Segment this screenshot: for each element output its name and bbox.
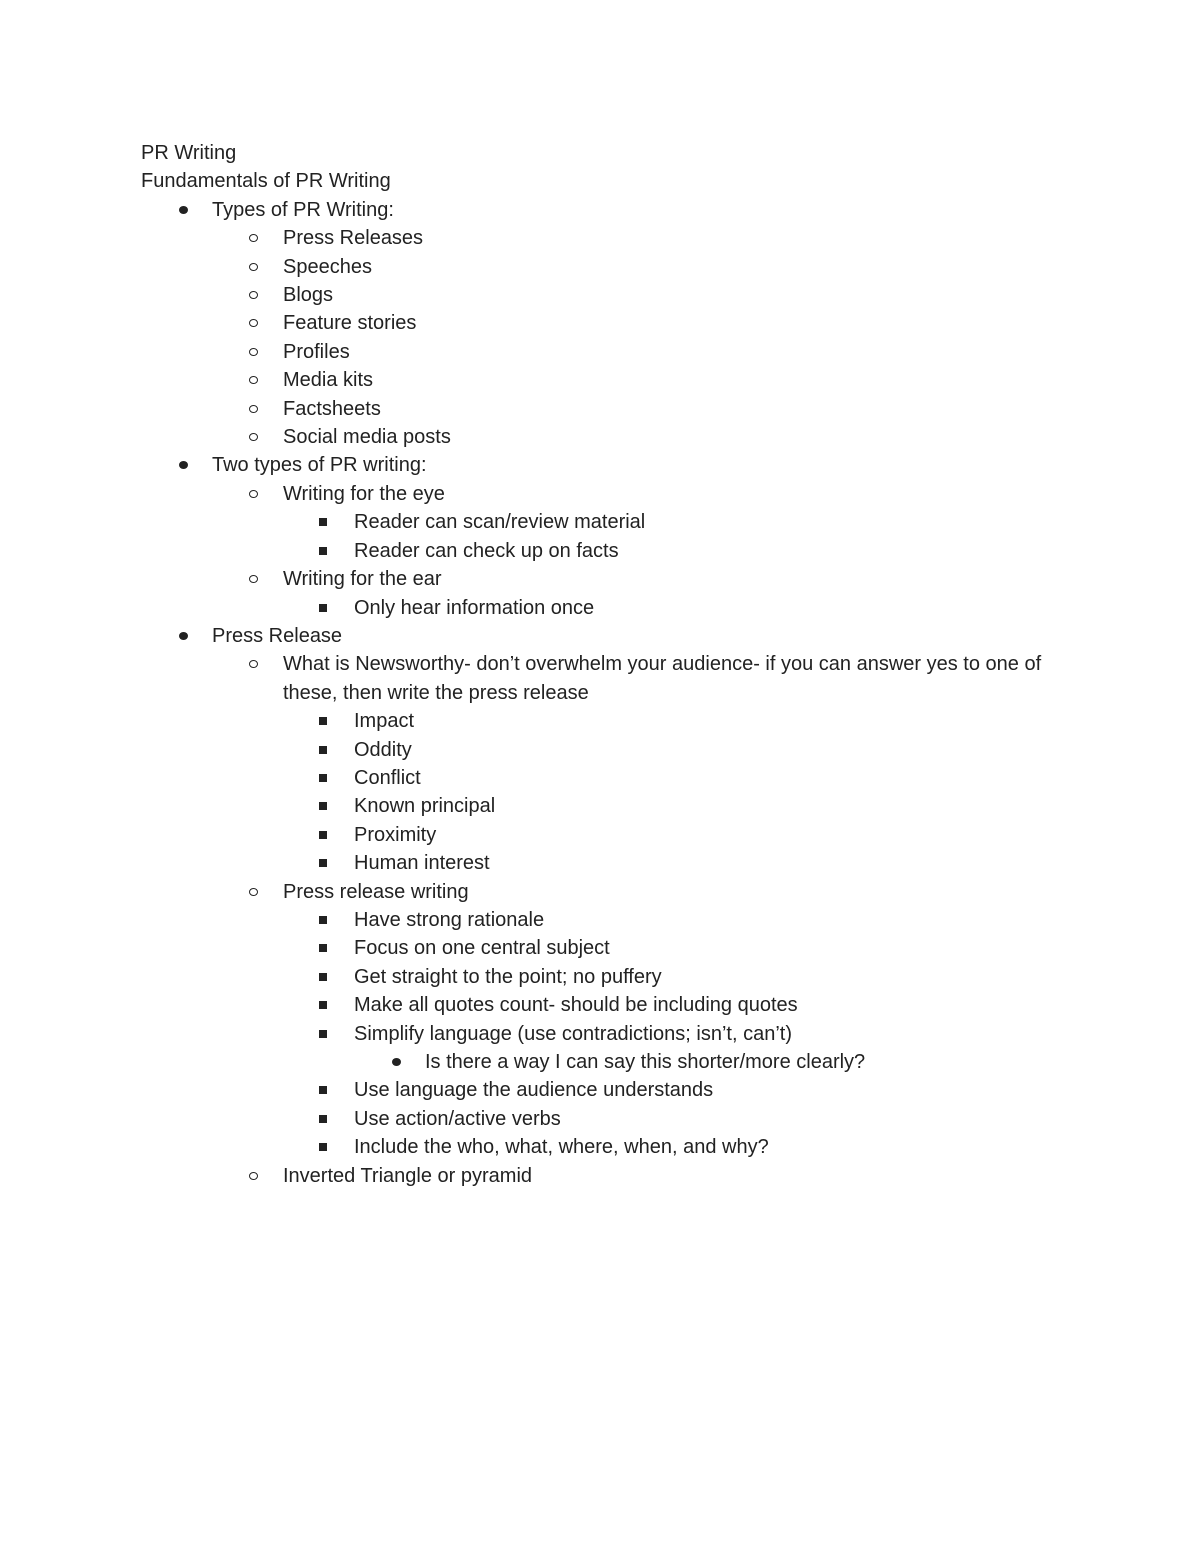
bullet-circle-icon (249, 263, 258, 271)
bullet-circle-icon (249, 1172, 258, 1180)
bullet-circle-icon (249, 575, 258, 583)
list-item: Use action/active verbs (354, 1105, 1061, 1133)
list-item: Reader can scan/review material (354, 508, 1061, 536)
bullet-circle-icon (249, 376, 258, 384)
sub-list (283, 508, 1061, 565)
list-item: Press Release What is Newsworthy- don’t overwhelm your audience- if you can answer yes to one of these, then write the press release Impact Oddity Conflict Known principal Proximity Human interest Press release writing Have strong rationale Focus on one central subject Get straight to the point; no puffery Make all quotes count- should be including quotes Simplify language (use contradictions; isn’t, can’t) Is there a way I can say this shorter/more clearly? Use language the audience understands Use action/active verbs Include the who, what, where, when, and why? Inverted Triangle or pyramid (212, 622, 1061, 1190)
bullet-circle-icon (249, 291, 258, 299)
list-item: Human interest (354, 849, 1061, 877)
bullet-disc-icon (179, 206, 188, 214)
bullet-square-icon (319, 604, 327, 612)
list-item: Writing for the eye Reader can scan/review material Reader can check up on facts (283, 480, 1061, 565)
bullet-circle-icon (249, 348, 258, 356)
list-item: Is there a way I can say this shorter/more clearly? (425, 1048, 1061, 1076)
bullet-circle-icon (249, 319, 258, 327)
document-subtitle: Fundamentals of PR Writing (141, 170, 391, 193)
list-item: Conflict (354, 764, 1061, 792)
bullet-square-icon (319, 831, 327, 839)
bullet-disc-icon (179, 461, 188, 469)
bullet-disc-icon (392, 1058, 401, 1066)
list-item: Only hear information once (354, 594, 1061, 622)
bullet-square-icon (319, 774, 327, 782)
list-item: Include the who, what, where, when, and why? (354, 1133, 1061, 1161)
sub-list (212, 650, 1061, 1190)
bullet-square-icon (319, 859, 327, 867)
list-item: Proximity (354, 821, 1061, 849)
list-item: Simplify language (use contradictions; isn’t, can’t) Is there a way I can say this shorter/more clearly? (354, 1020, 1061, 1077)
list-item: Have strong rationale (354, 906, 1061, 934)
document-body (141, 139, 1061, 1190)
list-item: Reader can check up on facts (354, 537, 1061, 565)
bullet-square-icon (319, 746, 327, 754)
bullet-square-icon (319, 944, 327, 952)
sub-list (283, 707, 1061, 877)
list-item: Oddity (354, 736, 1061, 764)
list-item: Media kits (283, 366, 1061, 394)
bullet-circle-icon (249, 405, 258, 413)
bullet-square-icon (319, 802, 327, 810)
list-item: Feature stories (283, 309, 1061, 337)
list-item: Blogs (283, 281, 1061, 309)
list-item: Writing for the ear Only hear information once (283, 565, 1061, 622)
list-item: Get straight to the point; no puffery (354, 963, 1061, 991)
sub-list (283, 906, 1061, 1162)
bullet-square-icon (319, 1030, 327, 1038)
bullet-square-icon (319, 973, 327, 981)
bullet-circle-icon (249, 433, 258, 441)
bullet-square-icon (319, 547, 327, 555)
list-item: What is Newsworthy- don’t overwhelm your audience- if you can answer yes to one of these, then write the press release Impact Oddity Conflict Known principal Proximity Human interest (283, 650, 1061, 877)
bullet-square-icon (319, 1115, 327, 1123)
list-item: Two types of PR writing: Writing for the eye Reader can scan/review material Reader can check up on facts Writing for the ear Only hear information once (212, 451, 1061, 621)
sub-list (212, 224, 1061, 451)
sub-list (354, 1048, 1061, 1076)
document-title: PR Writing (141, 142, 237, 164)
bullet-disc-icon (179, 632, 188, 640)
bullet-square-icon (319, 1001, 327, 1009)
outline-list (141, 196, 1061, 1190)
list-item: Social media posts (283, 423, 1061, 451)
bullet-square-icon (319, 1086, 327, 1094)
bullet-circle-icon (249, 490, 258, 498)
list-item: Types of PR Writing: Press Releases Speeches Blogs Feature stories Profiles Media kits Factsheets Social media posts (212, 196, 1061, 452)
bullet-circle-icon (249, 660, 258, 668)
list-item: Make all quotes count- should be including quotes (354, 991, 1061, 1019)
bullet-square-icon (319, 518, 327, 526)
list-item: Profiles (283, 338, 1061, 366)
sub-list (283, 594, 1061, 622)
list-item: Press Releases (283, 224, 1061, 252)
list-item: Focus on one central subject (354, 934, 1061, 962)
bullet-square-icon (319, 717, 327, 725)
list-item: Speeches (283, 253, 1061, 281)
bullet-square-icon (319, 916, 327, 924)
list-item: Factsheets (283, 395, 1061, 423)
list-item: Known principal (354, 792, 1061, 820)
sub-list (212, 480, 1061, 622)
bullet-circle-icon (249, 234, 258, 242)
bullet-circle-icon (249, 888, 258, 896)
list-item: Use language the audience understands (354, 1076, 1061, 1104)
list-item: Inverted Triangle or pyramid (283, 1162, 1061, 1190)
list-item: Impact (354, 707, 1061, 735)
list-item: Press release writing Have strong rationale Focus on one central subject Get straight to the point; no puffery Make all quotes count- should be including quotes Simplify language (use contradictions; isn’t, can’t) Is there a way I can say this shorter/more clearly? Use language the audience understands Use action/active verbs Include the who, what, where, when, and why? (283, 878, 1061, 1162)
bullet-square-icon (319, 1143, 327, 1151)
